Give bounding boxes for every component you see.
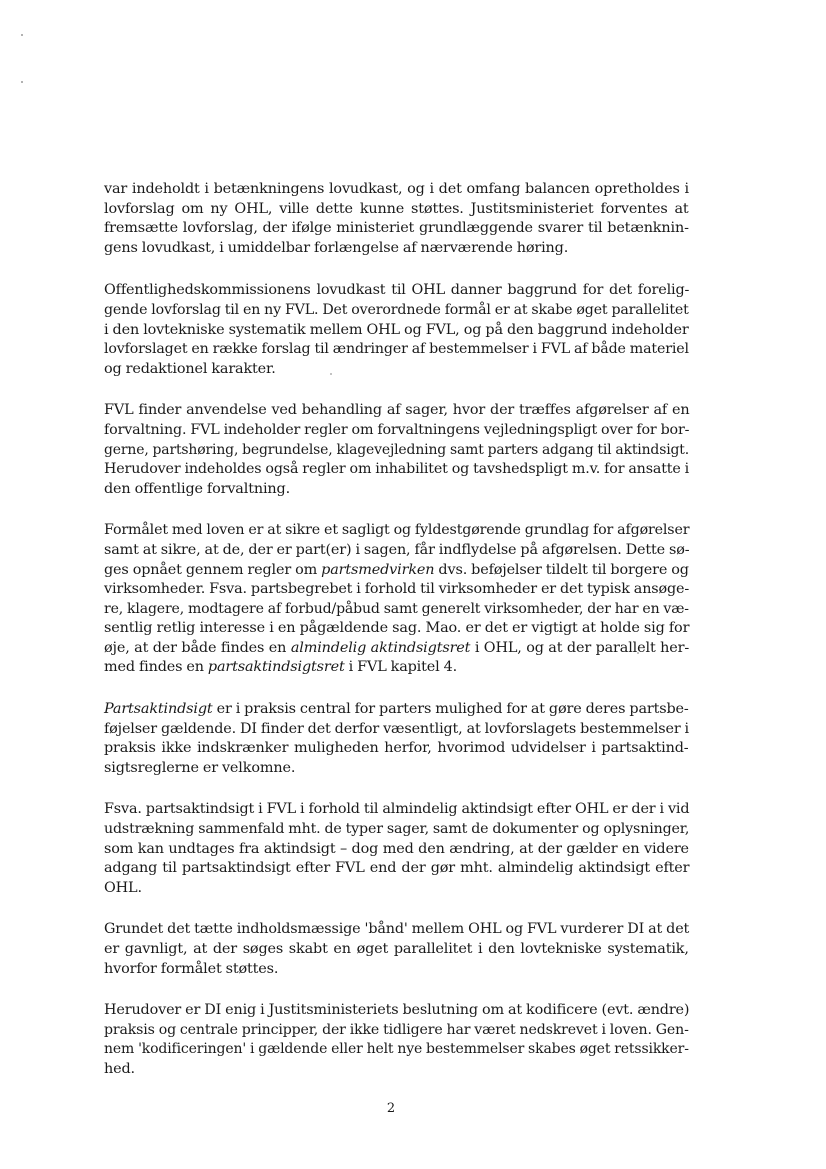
emphasis-term: partsaktindsigtsret [207, 659, 345, 676]
text-run: i OHL, og at der parallelt her- [470, 639, 690, 656]
text-line: lovforslaget en række forslag til ændringer af bestemmelser i FVL af både materiel [104, 341, 689, 358]
text-line: Grundet det tætte indholdsmæssige 'bånd' mellem OHL og FVL vurderer DI at det [104, 921, 690, 938]
text-line: lovforslag om ny OHL, ville dette kunne støttes. Justitsministeriet forventes at [104, 200, 689, 217]
paragraph [104, 1001, 689, 1079]
text-line: Fsva. partsaktindsigt i FVL i forhold til almindelig aktindsigt efter OHL er der i vid [104, 801, 690, 818]
text-run: ges opnået gennem regler om [104, 561, 322, 578]
paragraph [104, 700, 689, 778]
paragraph [104, 920, 689, 979]
text-run: i FVL kapitel 4. [344, 659, 458, 676]
text-line: adgang til partsaktindsigt efter FVL end der gør mht. almindelig aktindsigt efter [104, 860, 690, 877]
text-run: øje, at der både findes en [104, 639, 291, 656]
text-line [104, 639, 689, 659]
text-line: FVL finder anvendelse ved behandling af sager, hvor der træffes afgørelser af en [104, 402, 690, 419]
paragraph [104, 281, 689, 379]
scan-speck [21, 81, 23, 83]
text-line: gende lovforslag til en ny FVL. Det overordnede formål er at skabe øget parallelitet [104, 301, 689, 318]
text-line: virksomheder. Fsva. partsbegrebet i forhold til virksomheder er det typisk ansøge- [104, 581, 690, 598]
text-line: sentlig retlig interesse i en pågældende sag. Mao. er det er vigtigt at holde sig for [104, 620, 690, 637]
text-line: føjelser gældende. DI finder det derfor væsentligt, at lovforslagets bestemmelser i [104, 720, 689, 737]
text-line: re, klagere, modtagere af forbud/påbud samt generelt virksomheder, der har en væ- [104, 600, 689, 617]
text-line: nem 'kodificeringen' i gældende eller helt nye bestemmelser skabes øget retssikker- [104, 1041, 689, 1058]
text-line [104, 700, 689, 720]
text-line: Herudover er DI enig i Justitsministeriets beslutning om at kodificere (evt. ændre) [104, 1002, 690, 1019]
text-line: den offentlige forvaltning. [104, 480, 291, 497]
text-line: hed. [104, 1060, 135, 1077]
text-line [104, 658, 689, 678]
paragraph [104, 521, 689, 678]
paragraph [104, 401, 689, 499]
text-line: forvaltning. FVL indeholder regler om forvaltningens vejledningspligt over for bor- [104, 421, 690, 438]
emphasis-term: almindelig aktindsigtsret [290, 639, 471, 656]
text-line [104, 561, 689, 581]
emphasis-term: partsmedvirken [321, 561, 435, 578]
text-line: fremsætte lovforslag, der ifølge ministeriet grundlæggende svarer til betænknin- [104, 220, 689, 237]
paragraph [104, 800, 689, 898]
text-line: sigtsreglerne er velkomne. [104, 759, 296, 776]
text-line: Formålet med loven er at sikre et sagligt og fyldestgørende grundlag for afgørelser [104, 522, 690, 539]
text-line: er gavnligt, at der søges skabt en øget parallelitet i den lovtekniske systematik, [104, 941, 689, 957]
page-number: 2 [386, 1101, 396, 1116]
text-line: udstrækning sammenfald mht. de typer sager, samt de dokumenter og oplysninger, [104, 821, 690, 838]
scan-speck [21, 34, 23, 36]
text-line: var indeholdt i betænkningens lovudkast, og i det omfang balancen opretholdes i [104, 181, 689, 197]
paragraph [104, 180, 689, 258]
document-body [104, 180, 689, 1102]
text-line: i den lovtekniske systematik mellem OHL og FVL, og på den baggrund indeholder [104, 321, 689, 338]
text-line: gerne, partshøring, begrundelse, klagevejledning samt parters adgang til aktindsigt. [104, 441, 690, 458]
text-line: OHL. [104, 879, 142, 896]
text-line: Offentlighedskommissionens lovudkast til OHL danner baggrund for det forelig- [104, 282, 690, 299]
text-run: er i praksis central for parters mulighed for at gøre deres partsbe- [212, 701, 689, 718]
text-line: som kan undtages fra aktindsigt – dog med den ændring, at der gælder en videre [104, 840, 689, 857]
text-run: med findes en [104, 659, 208, 676]
text-line: gens lovudkast, i umiddelbar forlængelse af nærværende høring. [104, 239, 569, 256]
text-run: dvs. beføjelser tildelt til borgere og [434, 561, 689, 578]
text-line: hvorfor formålet støttes. [104, 960, 279, 977]
text-line: praksis og centrale principper, der ikke tidligere har været nedskrevet i loven. Gen- [104, 1021, 689, 1038]
emphasis-term: Partsaktindsigt [104, 701, 213, 718]
text-line: og redaktionel karakter. [104, 360, 276, 377]
text-line: praksis ikke indskrænker muligheden herfor, hvorimod udvidelser i partsaktind- [104, 740, 689, 757]
text-line: Herudover indeholdes også regler om inhabilitet og tavshedspligt m.v. for ansatte i [104, 461, 690, 478]
text-line: samt at sikre, at de, der er part(er) i sagen, får indflydelse på afgørelsen. Dette sø- [104, 541, 690, 558]
